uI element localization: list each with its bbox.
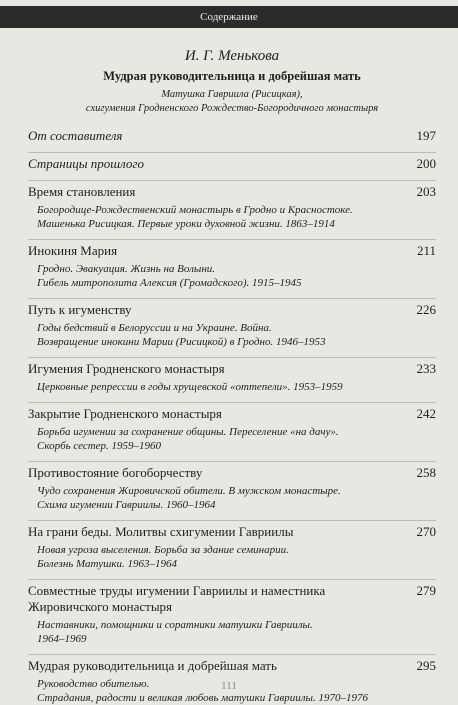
toc-entry-title: Время становления — [28, 184, 136, 199]
toc-entry-title: Путь к игуменству — [28, 302, 132, 317]
toc-list — [28, 126, 436, 705]
divider — [28, 239, 436, 240]
description-line: Скорбь сестер. 1959–1960 — [37, 440, 162, 452]
divider — [28, 579, 436, 580]
description-line: Машенька Рисицкая. Первые уроки духовной жизни. 1863–1914 — [37, 218, 335, 230]
description-line: Гродно. Эвакуация. Жизнь на Волыни. — [37, 263, 216, 275]
toc-entry-description — [37, 618, 436, 646]
description-line: Борьба игумении за сохранение общины. Переселение «на дачу». — [37, 426, 339, 438]
section-header-title: Содержание — [200, 11, 258, 23]
description-line: Чудо сохранения Жировичской обители. В мужском монастыре. — [37, 485, 341, 497]
toc-entry-page: 203 — [416, 184, 436, 199]
toc-entry[interactable] — [28, 290, 436, 349]
toc-entry-title: На грани беды. Молитвы схигумении Гавриилы — [28, 524, 294, 539]
description-line: Наставники, помощники и соратники матушки Гавриилы. — [37, 619, 313, 631]
toc-entry[interactable] — [28, 571, 436, 646]
toc-entry-description — [37, 321, 436, 349]
toc-entry-page: 279 — [416, 583, 436, 598]
description-line: Возвращение инокини Марии (Рисицкой) в Гродно. 1946–1953 — [37, 336, 326, 348]
description-line: Гибель митрополита Алексия (Громадского). 1915–1945 — [37, 277, 302, 289]
book-title: Мудрая руководительница и добрейшая мать — [103, 69, 361, 83]
divider — [28, 402, 436, 403]
toc-entry-page: 270 — [416, 524, 436, 539]
toc-entry-title: Закрытие Гродненского монастыря — [28, 406, 222, 421]
toc-entry[interactable] — [28, 394, 436, 453]
divider — [28, 654, 436, 655]
divider — [28, 520, 436, 521]
toc-entry-description — [37, 262, 436, 290]
toc-entry-page: 200 — [416, 156, 436, 171]
divider — [28, 180, 436, 181]
toc-entry-page: 295 — [416, 658, 436, 673]
description-line: Богородице-Рождественский монастырь в Гродно и Красностоке. — [37, 204, 353, 216]
description-line: Годы бедствий в Белоруссии и на Украине. Война. — [37, 322, 272, 334]
divider — [28, 298, 436, 299]
description-line: Страдания, радости и великая любовь матушки Гавриилы. 1970–1976 — [37, 692, 368, 704]
divider — [28, 357, 436, 358]
toc-entry[interactable] — [28, 349, 436, 394]
toc-entry[interactable] — [28, 646, 436, 705]
page-number: 111 — [221, 680, 237, 692]
toc-entry-page: 233 — [416, 361, 436, 376]
toc-entry-title: Игумения Гродненского монастыря — [28, 361, 225, 376]
toc-entry[interactable] — [28, 144, 436, 172]
divider — [28, 461, 436, 462]
toc-entry[interactable] — [28, 231, 436, 290]
toc-entry-page: 226 — [416, 302, 436, 317]
toc-entry-title: Страницы прошлого — [28, 156, 144, 171]
toc-entry-title: Совместные труды игумении Гавриилы и наместника Жировичского монастыря — [28, 583, 326, 614]
toc-entry-title: Мудрая руководительница и добрейшая мать — [28, 658, 277, 673]
toc-entry-description — [37, 543, 436, 571]
toc-entry-page: 258 — [416, 465, 436, 480]
toc-entry-title: Инокиня Мария — [28, 243, 118, 258]
toc-entry-title: От составителя — [28, 128, 123, 143]
description-line: 1964–1969 — [37, 633, 87, 645]
toc-entry[interactable] — [28, 126, 436, 144]
section-header — [0, 6, 458, 28]
contents-body — [28, 30, 436, 705]
toc-entry-description — [37, 484, 436, 512]
toc-entry-description — [37, 203, 436, 231]
description-line: Церковные репрессии в годы хрущевской «оттепели». 1953–1959 — [37, 381, 343, 393]
book-subtitle — [28, 88, 436, 116]
subtitle-line: схигумения Гродненского Рождество-Богородичного монастыря — [85, 103, 379, 114]
author-name: И. Г. Менькова — [184, 48, 280, 64]
subtitle-line: Матушка Гавриила (Рисицкая), — [161, 89, 303, 100]
description-line: Схима игумении Гавриилы. 1960–1964 — [37, 499, 216, 511]
toc-entry[interactable] — [28, 172, 436, 231]
toc-entry[interactable] — [28, 453, 436, 512]
toc-entry-title: Противостояние богоборчеству — [28, 465, 203, 480]
toc-entry[interactable] — [28, 512, 436, 571]
toc-entry-page: 242 — [416, 406, 436, 421]
toc-entry-description — [37, 380, 436, 394]
divider — [28, 152, 436, 153]
toc-entry-page: 197 — [416, 128, 436, 143]
description-line: Руководство обителью. — [37, 678, 150, 690]
toc-entry-description — [37, 425, 436, 453]
description-line: Новая угроза выселения. Борьба за здание семинарии. — [37, 544, 289, 556]
description-line: Болезнь Матушки. 1963–1964 — [37, 558, 178, 570]
toc-entry-page: 211 — [416, 243, 436, 258]
